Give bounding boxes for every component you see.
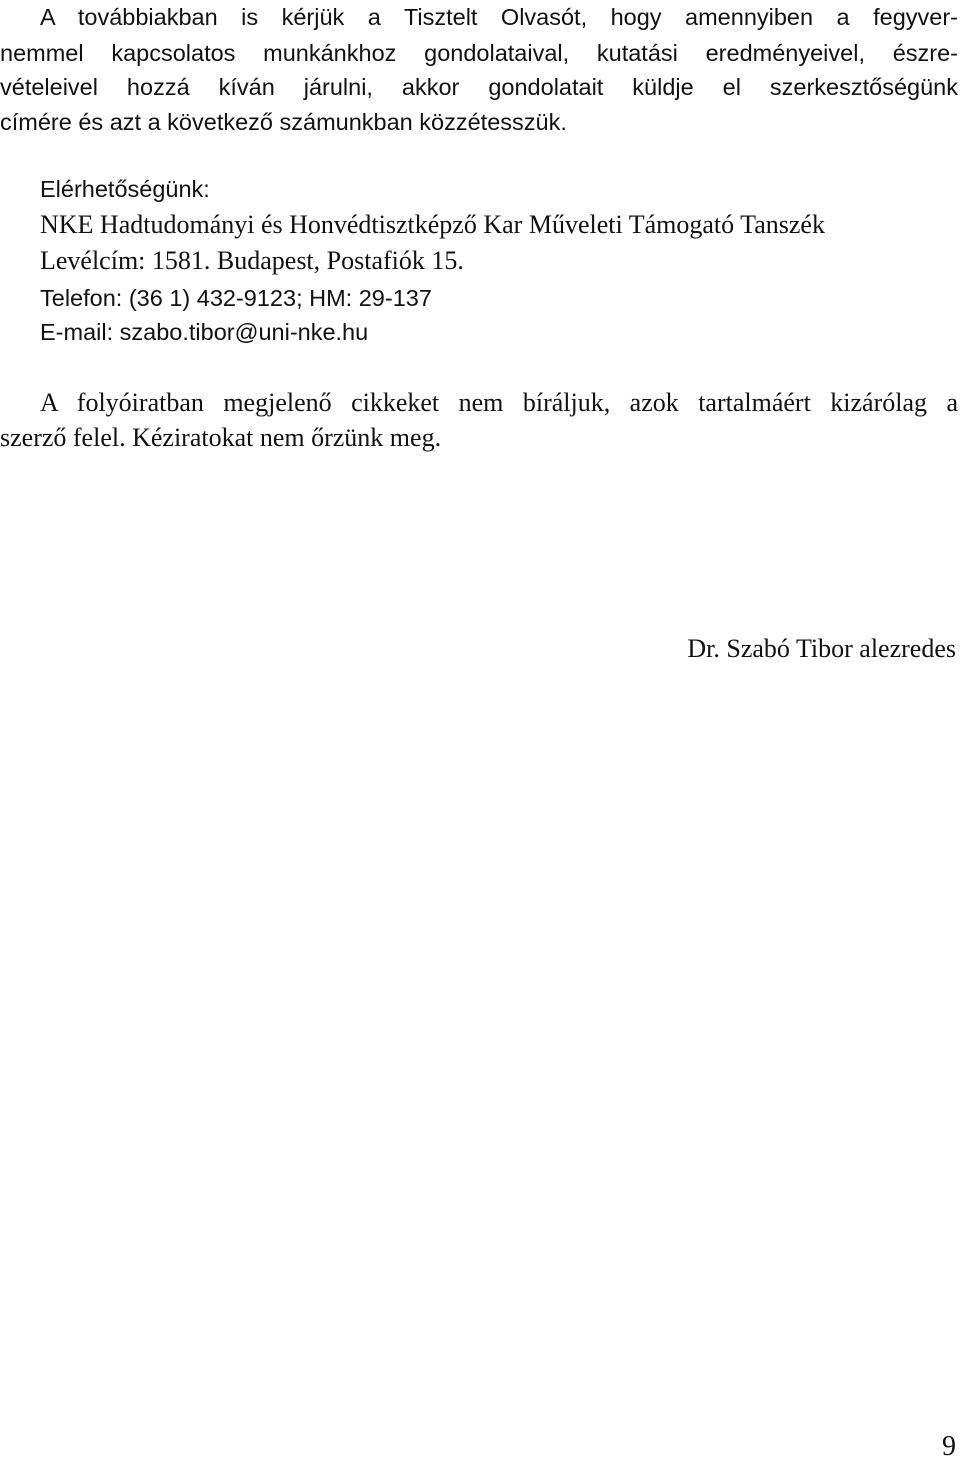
contact-department: NKE Hadtudományi és Honvédtisztképző Kar Műveleti Támogató Tanszék xyxy=(40,210,825,239)
contact-email: E-mail: szabo.tibor@uni-nke.hu xyxy=(40,319,369,345)
intro-line: vételeivel hozzá kíván járulni, akkor gondolatait küldje el szerkesztőségünk xyxy=(0,74,958,100)
page-number: 9 xyxy=(942,1431,956,1462)
contact-phone: Telefon: (36 1) 432-9123; HM: 29-137 xyxy=(40,285,432,311)
signature: Dr. Szabó Tibor alezredes xyxy=(687,634,956,663)
contact-heading: Elérhetőségünk: xyxy=(40,176,210,202)
disclaimer-line: szerző felel. Kéziratokat nem őrzünk meg. xyxy=(0,423,442,452)
intro-line: A továbbiakban is kérjük a Tisztelt Olvasót, hogy amennyiben a fegyver- xyxy=(40,4,958,30)
contact-address: Levélcím: 1581. Budapest, Postafiók 15. xyxy=(40,246,464,275)
intro-line: nemmel kapcsolatos munkánkhoz gondolataival, kutatási eredményeivel, észre- xyxy=(0,40,958,66)
disclaimer-line: A folyóiratban megjelenő cikkeket nem bíráljuk, azok tartalmáért kizárólag a xyxy=(40,388,958,417)
intro-line: címére és azt a következő számunkban közzétesszük. xyxy=(0,109,567,135)
